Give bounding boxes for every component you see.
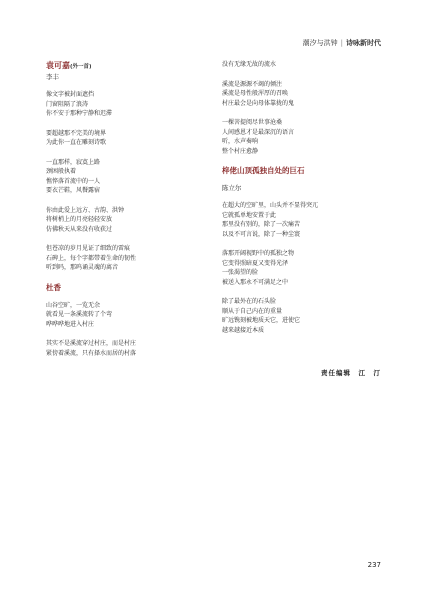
poem-line: 哗哗哗地进入村庄: [46, 320, 95, 328]
header-section: 诗咏新时代: [346, 39, 381, 47]
poem-line: 它变得照暗夏又变得光泽: [222, 259, 289, 267]
poem-line: 仿佛秋天从来没有收获过: [46, 225, 113, 233]
stanza: [222, 297, 397, 335]
poem-line: 一直那样，寂寞上路: [46, 158, 101, 166]
right-column: [222, 60, 397, 345]
stanza: [46, 129, 221, 148]
stanza: [222, 249, 397, 287]
poem-line: 听到吗，那呜诵灵魂的离音: [46, 264, 119, 271]
poem-line: 顺从于自己内在的重量: [222, 307, 283, 315]
poem-line: 像文字被封面遮挡: [46, 91, 95, 98]
poem-title-sub: (外一首): [70, 64, 92, 70]
subpoem-body-continued: [222, 60, 397, 156]
poem-line: 你由此爱上远方、古韵、洪钟: [46, 206, 125, 214]
stanza: [46, 301, 221, 330]
poem-line: 但苍凉的岁月见证了细致的雷痕: [46, 245, 131, 252]
poem2-body: [222, 201, 397, 335]
poem-line: 石碑上，每个字都带着生命的韧性: [46, 254, 137, 262]
poem-line: 为此你一直在雕刻诗歌: [46, 139, 107, 146]
subpoem-title: 杜香: [46, 282, 61, 292]
poem-line: 除了最外在的石头脸: [222, 298, 277, 305]
poem-line: 村庄最会是向母体靠拢的鬼: [222, 99, 295, 107]
stanza: [46, 90, 221, 119]
poem-line: 溪流是母性般浑厚的召唤: [222, 90, 289, 97]
poem-line: 山谷空旷，一览无余: [46, 301, 101, 309]
stanza: [222, 60, 397, 70]
stanza: [46, 206, 221, 235]
poem2-title: 梓佬山顶孤独自处的巨石: [222, 166, 305, 175]
poem-body: [46, 90, 221, 273]
poem-line: 人间感恩才是最深沉的语言: [222, 128, 295, 136]
poem-line: 要衣芒鞋，风餐露宿: [46, 187, 101, 194]
poem-line: 一棵菩提阅尽世事沧桑: [222, 119, 283, 126]
poem-line: 越来越接近本质: [222, 326, 265, 334]
poem-line: 在超大的空旷里，山头并不显得突兀: [222, 202, 319, 209]
poem-line: 溪流是源源不竭的倾注: [222, 80, 283, 88]
poem-line: 那里没有别的，除了一次痛苦: [222, 221, 301, 228]
running-header: [303, 38, 381, 48]
poem-line: 紧傍着溪流，只有择水而居的村落: [46, 349, 137, 357]
stanza: [46, 244, 221, 273]
poem-line: 要超越那不完美的境界: [46, 129, 107, 137]
poem-line: 其实不是溪流穿过村庄，而是村庄: [46, 340, 137, 347]
poem-line: 被送入那永不可满足之中: [222, 278, 289, 286]
poem-line: 门窗阻隔了浪涛: [46, 100, 89, 108]
poem-line: 没有无缘无故的流水: [222, 61, 277, 68]
poem-title-main: 袁可嘉: [46, 61, 70, 70]
editor-credit: 责任编辑 江 汀: [321, 369, 381, 377]
poem-line: 落那开阔视野中的孤独之物: [222, 250, 295, 257]
page-number: 237: [367, 561, 381, 569]
poem-line: 旷远镌刻被地质天它，进使它: [222, 317, 301, 324]
stanza: [222, 201, 397, 239]
subpoem-body: [46, 301, 221, 359]
poem-title: [46, 60, 221, 73]
poem-line: 憔悴落首流中的一人: [46, 177, 101, 185]
stanza: [46, 158, 221, 196]
stanza: [46, 339, 221, 358]
poem-line: 它就孤单地安置于此: [222, 211, 277, 219]
poem2-author: 陈立尔: [222, 184, 242, 192]
poem-line: 以及不可言说，除了一种尘寰: [222, 230, 301, 238]
poem-line: 整个村庄愈静: [222, 147, 259, 155]
poem-author: 李丰: [46, 73, 59, 81]
poem-line: 听，水声奏响: [222, 138, 259, 145]
stanza: [222, 80, 397, 109]
poem-line: 就看见一条溪流转了个弯: [46, 311, 113, 318]
poem-line: 你不安于那种宁静和迟滞: [46, 110, 113, 117]
poem-line: 一张渴望的脸: [222, 269, 259, 276]
left-column: [46, 60, 221, 368]
poem-line: 颈困般执着: [46, 168, 77, 175]
header-separator: |: [340, 39, 343, 47]
poem-line: 将树梢上的月亮轻轻安放: [46, 216, 113, 223]
stanza: [222, 118, 397, 156]
header-column: 潮汐与洪钟: [302, 39, 338, 47]
